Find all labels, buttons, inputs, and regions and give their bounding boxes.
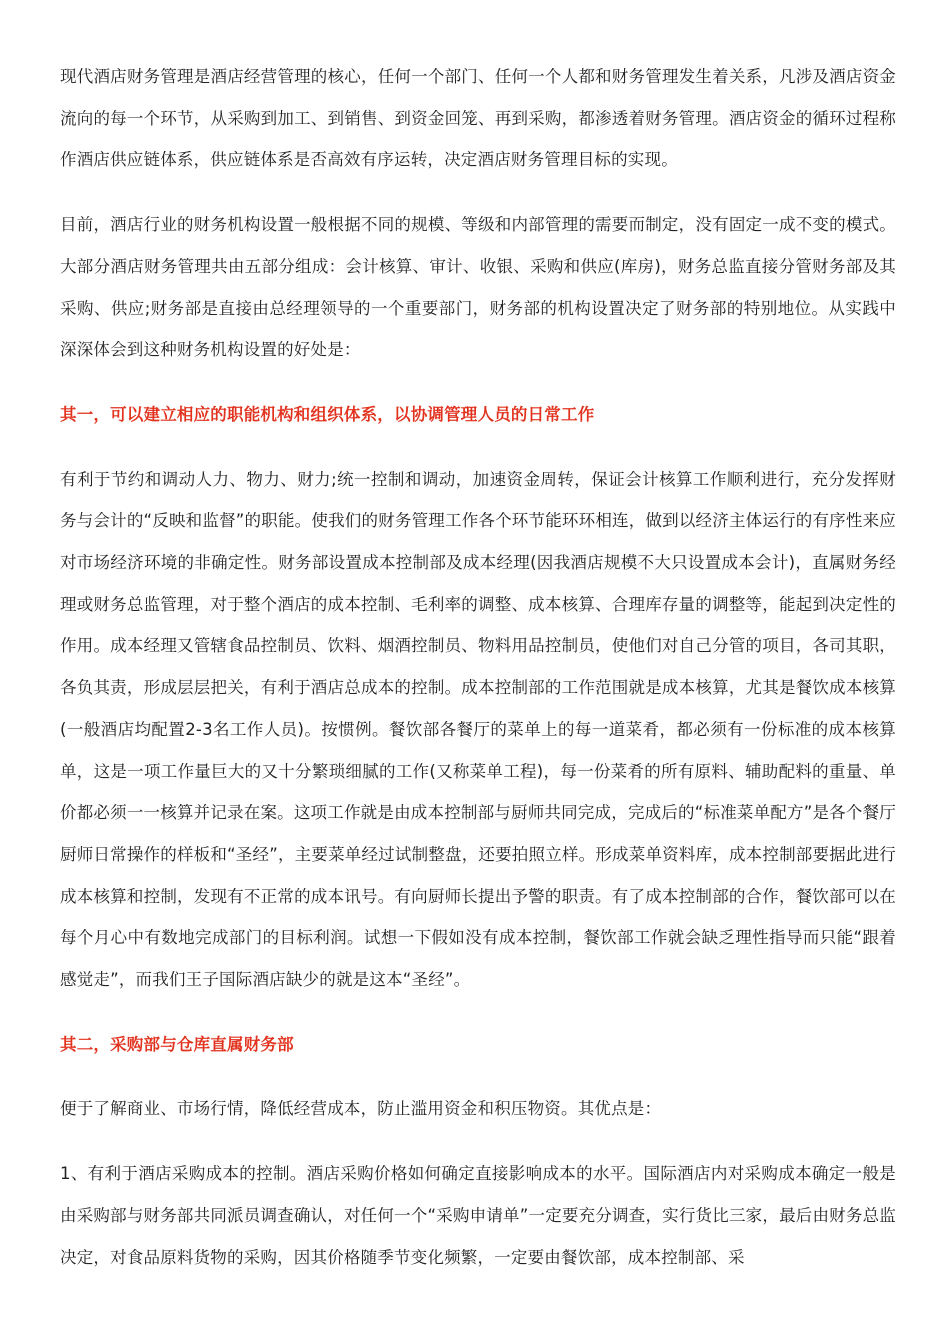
section-heading-one: 其一，可以建立相应的职能机构和组织体系，以协调管理人员的日常工作 [60, 404, 595, 424]
paragraph-gap [60, 1001, 896, 1024]
paragraph-gap [60, 181, 896, 204]
paragraph-gap [60, 1130, 896, 1153]
paragraph-gap [60, 371, 896, 394]
paragraph-intro: 现代酒店财务管理是酒店经营管理的核心，任何一个部门、任何一个人都和财务管理发生着关系，凡涉及酒店资金流向的每一个环节，从采购到加工、到销售、到资金回笼、再到采购，都渗透着财务管理。酒店资金的循环过程称作酒店供应链体系，供应链体系是否高效有序运转，决定酒店财务管理目标的实现。 [60, 67, 896, 170]
paragraph-purchasing-intro: 便于了解商业、市场行情，降低经营成本，防止滥用资金和积压物资。其优点是： [60, 1099, 662, 1119]
paragraph-gap [60, 1065, 896, 1088]
paragraph-gap [60, 436, 896, 459]
paragraph-structure: 目前，酒店行业的财务机构设置一般根据不同的规模、等级和内部管理的需要而制定，没有固定一成不变的模式。大部分酒店财务管理共由五部分组成：会计核算、审计、收银、采购和供应(库房)，财务总监直接分管财务部及其采购、供应;财务部是直接由总经理领导的一个重要部门，财务部的机构设置决定了财务部的特别地位。从实践中深深体会到这种财务机构设置的好处是： [60, 215, 896, 360]
paragraph-purchasing-point-1: 1、有利于酒店采购成本的控制。酒店采购价格如何确定直接影响成本的水平。国际酒店内对采购成本确定一般是由采购部与财务部共同派员调查确认，对任何一个“采购申请单”一定要充分调查，实行货比三家，最后由财务总监决定，对食品原料货物的采购，因其价格随季节变化频繁，一定要由餐饮部，成本控制部、采 [60, 1164, 896, 1267]
document-page [60, 56, 896, 1278]
section-heading-two: 其二，采购部与仓库直属财务部 [60, 1034, 294, 1054]
paragraph-cost-control: 有利于节约和调动人力、物力、财力;统一控制和调动，加速资金周转，保证会计核算工作顺利进行，充分发挥财务与会计的“反映和监督”的职能。使我们的财务管理工作各个环节能环环相连，做到以经济主体运行的有序性来应对市场经济环境的非确定性。财务部设置成本控制部及成本经理(因我酒店规模不大只设置成本会计)，直属财务经理或财务总监管理，对于整个酒店的成本控制、毛利率的调整、成本核算、合理库存量的调整等，能起到决定性的作用。成本经理又管辖食品控制员、饮料、烟酒控制员、物料用品控制员，使他们对自己分管的项目，各司其职，各负其责，形成层层把关，有利于酒店总成本的控制。成本控制部的工作范围就是成本核算，尤其是餐饮成本核算(一般酒店均配置2-3名工作人员)。按惯例。餐饮部各餐厅的菜单上的每一道菜肴，都必须有一份标准的成本核算单，这是一项工作量巨大的又十分繁琐细腻的工作(又称菜单工程)，每一份菜肴的所有原料、辅助配料的重量、单价都必须一一核算并记录在案。这项工作就是由成本控制部与厨师共同完成，完成后的“标准菜单配方”是各个餐厅厨师日常操作的样板和“圣经”，主要菜单经过试制整盘，还要拍照立样。形成菜单资料库，成本控制部要据此进行成本核算和控制，发现有不正常的成本讯号。有向厨师长提出予警的职责。有了成本控制部的合作，餐饮部可以在每个月心中有数地完成部门的目标利润。试想一下假如没有成本控制，餐饮部工作就会缺乏理性指导而只能“跟着感觉走”，而我们王子国际酒店缺少的就是这本“圣经”。 [60, 469, 896, 990]
